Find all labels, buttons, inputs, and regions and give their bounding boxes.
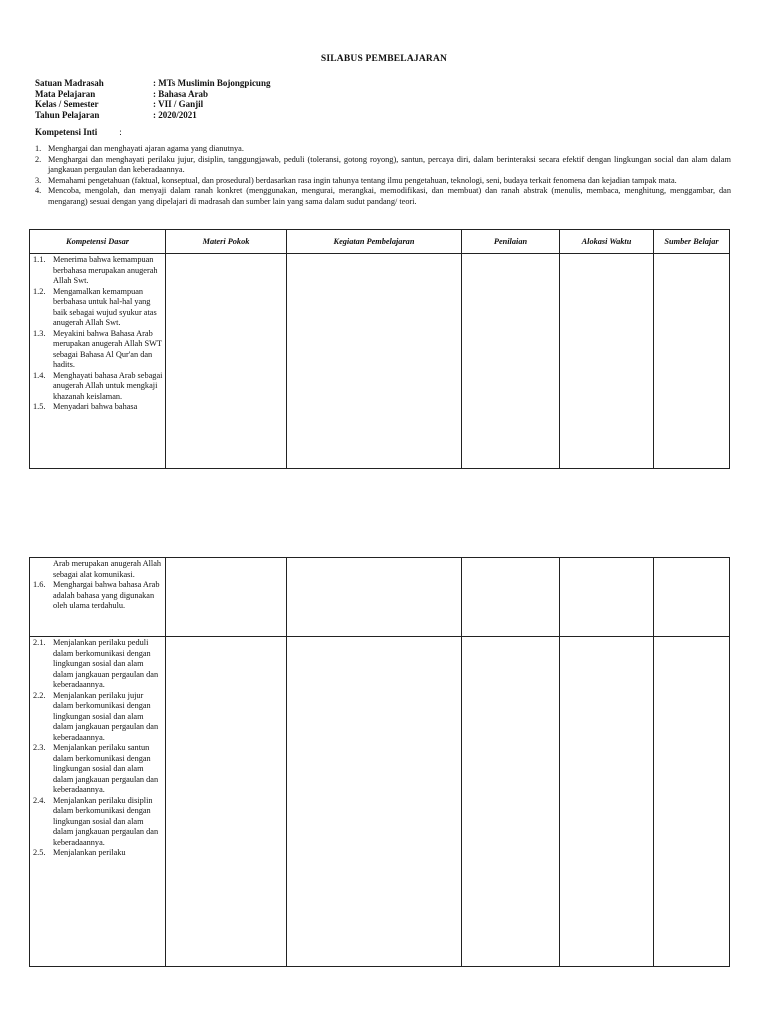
list-item: 1.2. Mengamalkan kemampuan berbahasa untuk hal-hal yang baik sebagai wujud syukur atas anugerah Allah Swt. (33, 286, 157, 327)
header-penilaian: Penilaian (462, 230, 560, 254)
list-item: 1.4. Menghayati bahasa Arab sebagai anugerah Allah untuk mengkaji khazanah keislaman. (33, 370, 163, 401)
table-row (30, 637, 730, 967)
sumber-belajar-cell (654, 637, 730, 967)
list-item: 3. Memahami pengetahuan (faktual, konseptual, dan prosedural) berdasarkan rasa ingin tahunya tentang ilmu pengetahuan, teknologi, seni, budaya terkait fenomena dan kejadian tampak mata. (35, 175, 677, 185)
identity-value: : MTs Muslimin Bojongpicung (153, 78, 271, 88)
list-item: 1.6. Menghargai bahwa bahasa Arab adalah bahasa yang digunakan oleh ulama terdahulu. (33, 580, 160, 610)
identity-label: Kelas / Semester (35, 99, 99, 109)
identity-label: Satuan Madrasah (35, 78, 104, 88)
list-item: 2.2. Menjalankan perilaku jujur dalam berkomunikasi dengan lingkungan sosial dan alam dalam jangkauan pergaulan dan keberadaannya. (33, 690, 159, 742)
kompetensi-inti-list (35, 144, 731, 207)
syllabus-table-page2 (29, 557, 730, 967)
kegiatan-cell (287, 254, 462, 469)
list-item: 1.3. Meyakini bahwa Bahasa Arab merupakan anugerah Allah SWT sebagai Bahasa Al Qur'an dan hadits. (33, 328, 162, 369)
materi-pokok-cell (166, 637, 287, 967)
identity-label: Tahun Pelajaran (35, 109, 100, 120)
sumber-belajar-cell (654, 254, 730, 469)
list-item: 2.3. Menjalankan perilaku santun dalam berkomunikasi dengan lingkungan sosial dan alam dalam jangkauan pergaulan dan keberadaannya. (33, 743, 159, 794)
table-row (30, 558, 730, 637)
kompetensi-inti-title: Kompetensi Inti : (35, 127, 122, 137)
alokasi-waktu-cell (560, 254, 654, 469)
penilaian-cell (462, 254, 560, 469)
alokasi-waktu-cell (560, 637, 654, 967)
kompetensi-dasar-cell (30, 254, 166, 469)
identity-value: : VII / Ganjil (153, 99, 204, 109)
header-kompetensi-dasar: Kompetensi Dasar (30, 230, 166, 254)
identity-value: : 2020/2021 (153, 109, 197, 120)
materi-pokok-cell (166, 558, 287, 637)
alokasi-waktu-cell (560, 558, 654, 637)
header-sumber-belajar: Sumber Belajar (654, 230, 730, 254)
identity-value: : Bahasa Arab (153, 88, 209, 99)
identity-row (35, 78, 270, 89)
kompetensi-dasar-cell (30, 558, 166, 637)
sumber-belajar-cell (654, 558, 730, 637)
identity-row (35, 99, 270, 110)
kegiatan-cell (287, 637, 462, 967)
list-item: 2.4. Menjalankan perilaku disiplin dalam berkomunikasi dengan lingkungan sosial dan alam dalam jangkauan pergaulan dan keberadaannya. (33, 795, 159, 847)
page-title: SILABUS PEMBELAJARAN (320, 54, 448, 64)
identity-block (35, 78, 270, 120)
header-alokasi-waktu: Alokasi Waktu (560, 230, 654, 254)
list-item: 2.5. Menjalankan perilaku (33, 848, 126, 857)
list-item: 1. Menghargai dan menghayati ajaran agama yang dianutnya. (35, 144, 244, 153)
list-item: 2. Menghargai dan menghayati perilaku jujur, disiplin, tanggungjawab, peduli (toleransi, gotong royong), santun, percaya diri, dalam berinteraksi secara efektif dengan lingkungan social dan alam dalam jangkauan pergaulan dan keberadaannya. (35, 154, 731, 174)
list-item: 4. Mencoba, mengolah, dan menyaji dalam ranah konkret (menggunakan, mengurai, merangkai, memodifikasi, dan membuat) dan ranah abstrak (menulis, membaca, menghitung, menggambar, dan mengarang) sesuai dengan yang dipelajari di madrasah dan sumber lain yang sama dalam sudut pandang/ teori. (35, 186, 731, 206)
list-item: 2.1. Menjalankan perilaku peduli dalam berkomunikasi dengan lingkungan sosial dan alam dalam jangkauan pergaulan dan keberadaannya. (33, 638, 159, 689)
syllabus-table-page1 (29, 229, 730, 469)
list-item: 1.5. Menyadari bahwa bahasa (33, 402, 138, 411)
penilaian-cell (462, 558, 560, 637)
table-header-row (30, 230, 730, 254)
penilaian-cell (462, 637, 560, 967)
kompetensi-dasar-cell (30, 637, 166, 967)
table-row (30, 254, 730, 469)
identity-row (35, 110, 270, 121)
list-item: 1.1. Menerima bahwa kemampuan berbahasa merupakan anugerah Allah Swt. (33, 255, 158, 285)
identity-label: Mata Pelajaran (35, 88, 96, 99)
identity-row (35, 89, 270, 100)
header-kegiatan-pembelajaran: Kegiatan Pembelajaran (287, 230, 462, 254)
header-materi-pokok: Materi Pokok (166, 230, 287, 254)
kegiatan-cell (287, 558, 462, 637)
continued-text: Arab merupakan anugerah Allah sebagai alat komunikasi. (53, 559, 162, 579)
materi-pokok-cell (166, 254, 287, 469)
